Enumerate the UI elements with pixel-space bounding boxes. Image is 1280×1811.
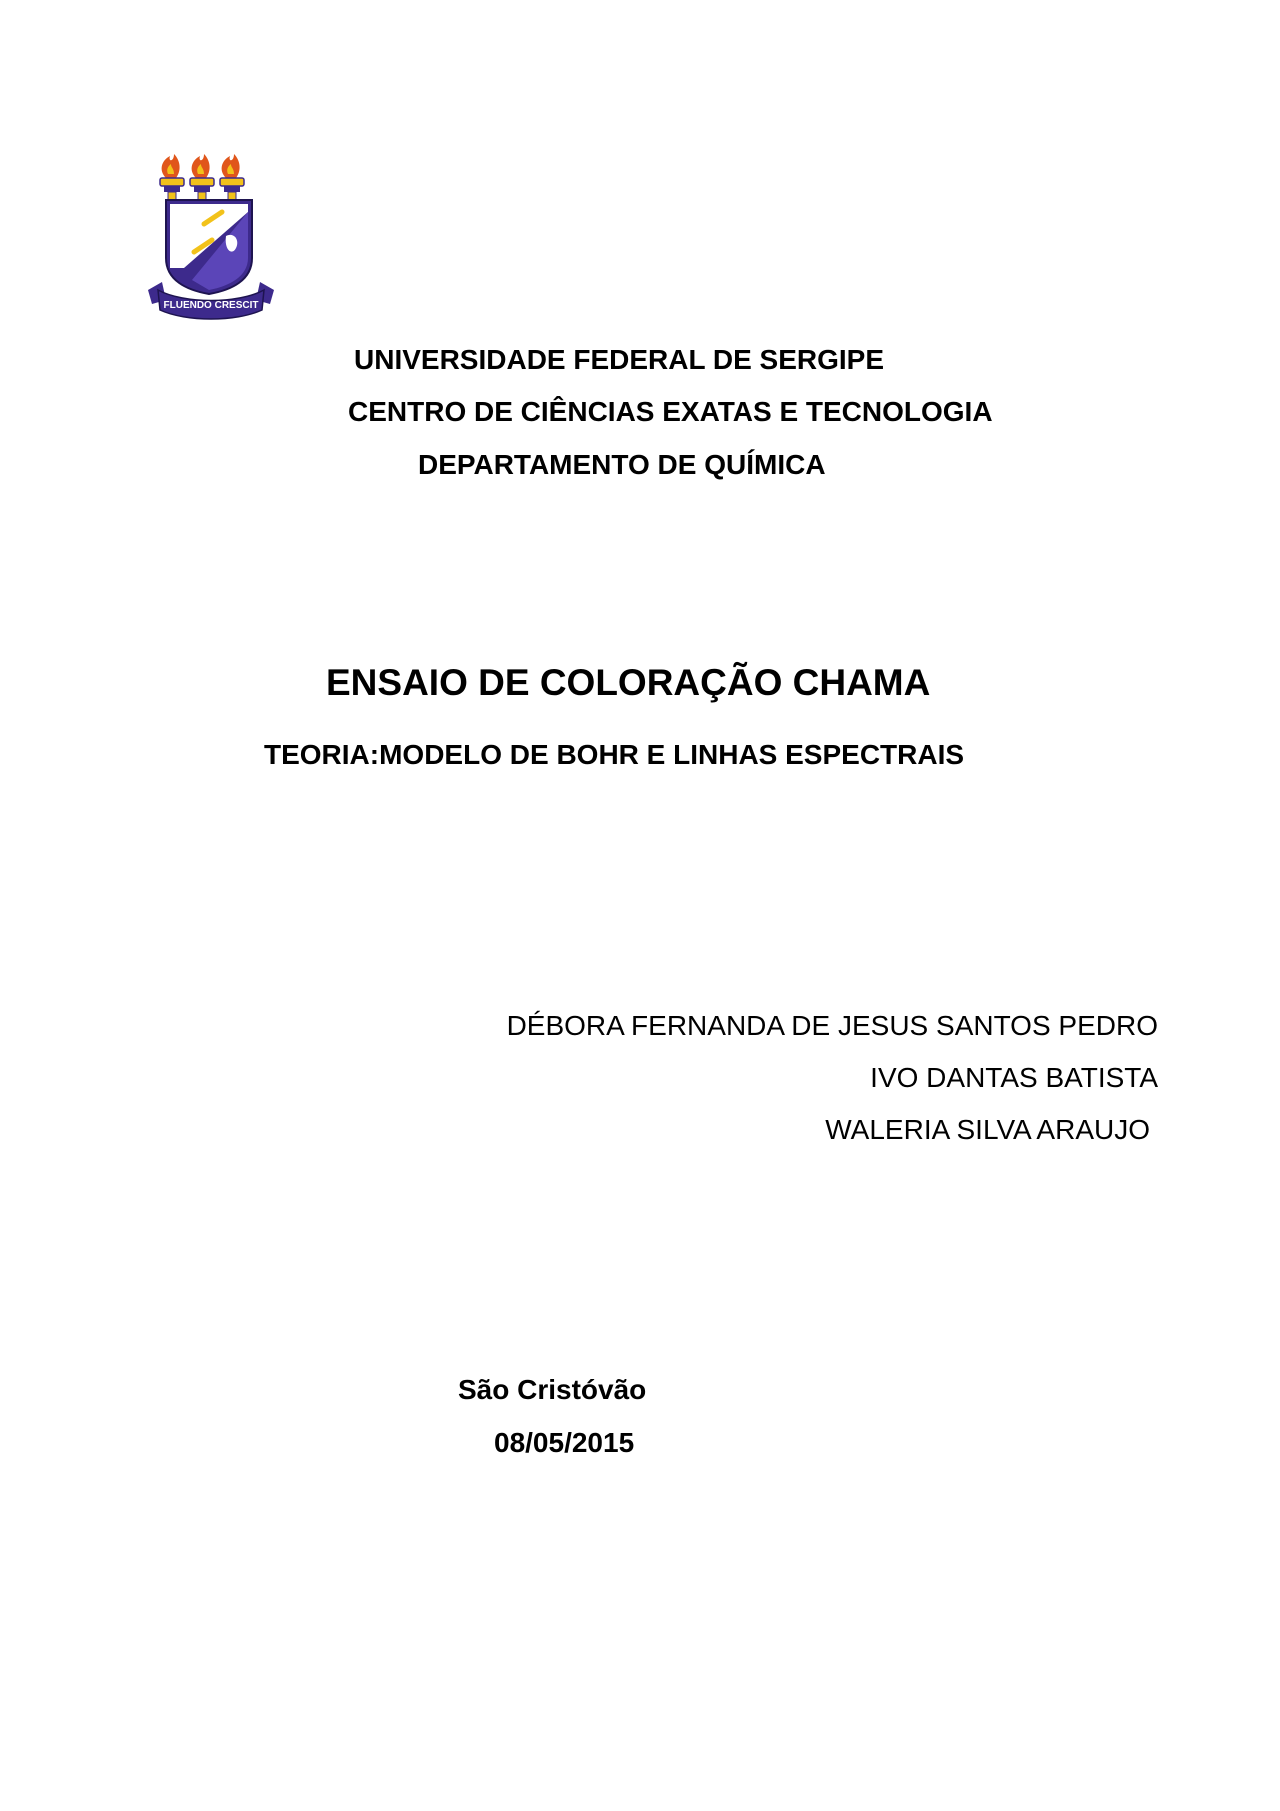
city-name: São Cristóvão <box>458 1374 647 1405</box>
university-crest-logo <box>144 140 278 320</box>
department-name: DEPARTAMENTO DE QUÍMICA <box>418 449 826 480</box>
flame-icon <box>162 154 240 178</box>
document-subtitle: TEORIA:MODELO DE BOHR E LINHAS ESPECTRAIS <box>264 739 965 770</box>
document-title: ENSAIO DE COLORAÇÃO CHAMA <box>326 662 931 703</box>
author-name: DÉBORA FERNANDA DE JESUS SANTOS PEDRO <box>506 1010 1158 1041</box>
author-name: IVO DANTAS BATISTA <box>870 1062 1158 1093</box>
document-date: 08/05/2015 <box>494 1427 635 1458</box>
author-name: WALERIA SILVA ARAUJO <box>825 1114 1150 1145</box>
university-name: UNIVERSIDADE FEDERAL DE SERGIPE <box>354 344 885 375</box>
center-name: CENTRO DE CIÊNCIAS EXATAS E TECNOLOGIA <box>348 396 993 427</box>
motto-text: FLUENDO CRESCIT <box>163 300 259 311</box>
torch-icon <box>160 178 244 200</box>
shield-icon <box>166 200 252 294</box>
